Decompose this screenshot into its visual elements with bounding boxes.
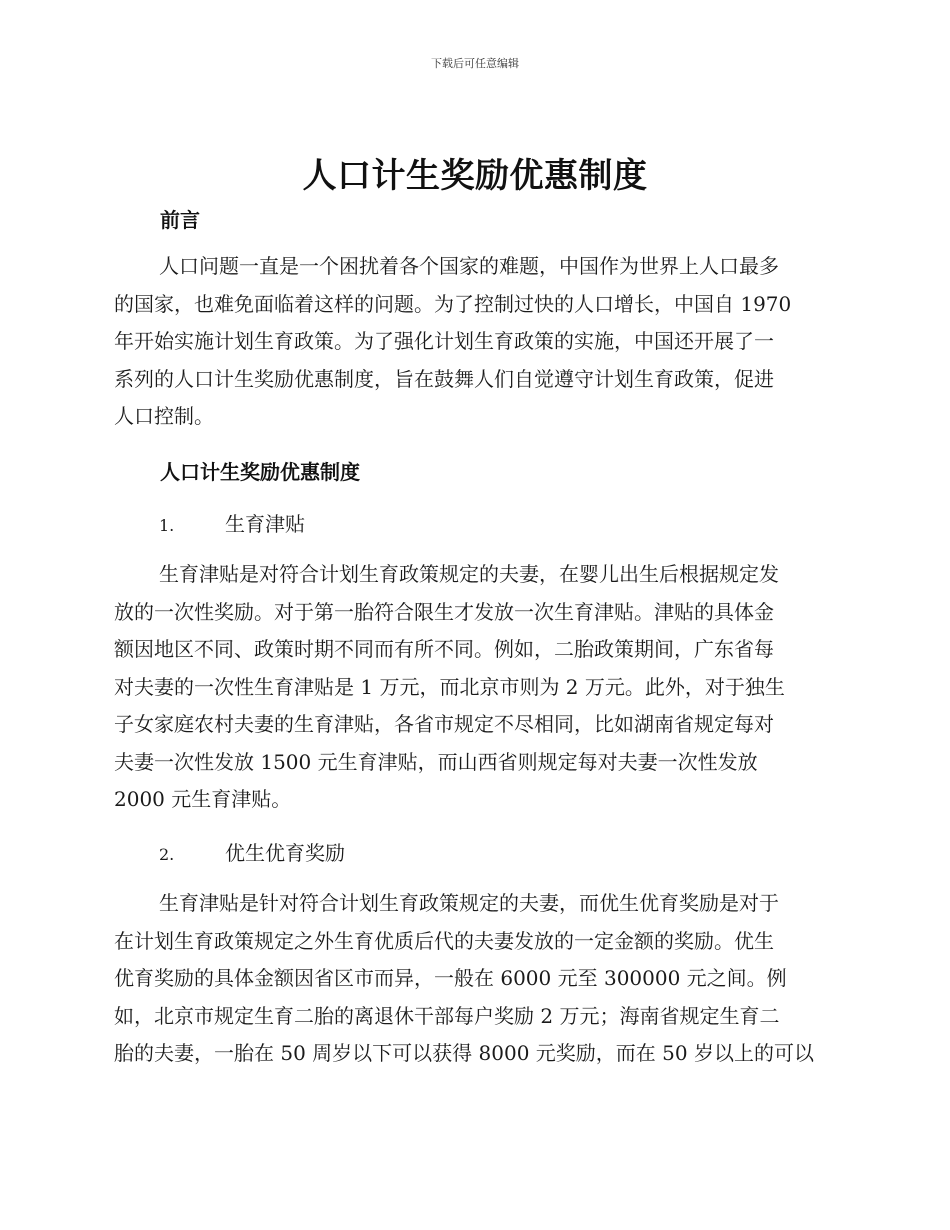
paragraph-line: 在计划生育政策规定之外生育优质后代的夫妻发放的一定金额的奖励。优生	[114, 928, 774, 953]
paragraph-line: 生育津贴是针对符合计划生育政策规定的夫妻，而优生优育奖励是对于	[159, 891, 779, 915]
paragraph-line: 放的一次性奖励。对于第一胎符合限生才发放一次生育津贴。津贴的具体金	[114, 599, 774, 624]
paragraph-line: 胎的夫妻，一胎在 50 周岁以下可以获得 8000 元奖励，而在 50 岁以上的可以	[114, 1041, 814, 1065]
paragraph-line: 系列的人口计生奖励优惠制度，旨在鼓舞人们自觉遵守计划生育政策，促进	[114, 366, 774, 391]
paragraph-line: 如，北京市规定生育二胎的离退休干部每户奖励 2 万元；海南省规定生育二	[114, 1003, 780, 1028]
paragraph-line: 子女家庭农村夫妻的生育津贴，各省市规定不尽相同，比如湖南省规定每对	[114, 712, 774, 736]
list-item-number: 2.	[159, 845, 175, 864]
list-item-1-heading	[159, 508, 305, 537]
paragraph-line: 人口问题一直是一个困扰着各个国家的难题，中国作为世界上人口最多	[159, 254, 779, 278]
paragraph-line: 优育奖励的具体金额因省区市而异，一般在 6000 元至 300000 元之间。例	[114, 966, 787, 990]
paragraph-line: 2000 元生育津贴。	[114, 787, 292, 811]
preface-heading: 前言	[160, 208, 200, 232]
allowance-paragraph	[114, 556, 834, 819]
paragraph-line: 夫妻一次性发放 1500 元生育津贴，而山西省则规定每对夫妻一次性发放	[114, 749, 758, 774]
eugenics-reward-paragraph	[114, 885, 834, 1073]
paragraph-line: 生育津贴是对符合计划生育政策规定的夫妻，在婴儿出生后根据规定发	[159, 562, 779, 586]
header-note: 下载后可任意编辑	[431, 57, 519, 70]
list-item-title: 优生优育奖励	[225, 841, 345, 865]
preface-paragraph	[114, 248, 834, 436]
section-heading: 人口计生奖励优惠制度	[160, 460, 360, 484]
list-item-title: 生育津贴	[225, 512, 305, 536]
list-item-2-heading	[159, 837, 345, 866]
list-item-number: 1.	[159, 516, 175, 535]
paragraph-line: 额因地区不同、政策时期不同而有所不同。例如，二胎政策期间，广东省每	[114, 637, 774, 661]
paragraph-line: 人口控制。	[114, 404, 214, 428]
paragraph-line: 的国家，也难免面临着这样的问题。为了控制过快的人口增长，中国自 1970	[114, 291, 792, 316]
document-title: 人口计生奖励优惠制度	[302, 156, 648, 196]
paragraph-line: 年开始实施计划生育政策。为了强化计划生育政策的实施，中国还开展了一	[114, 329, 774, 353]
paragraph-line: 对夫妻的一次性生育津贴是 1 万元，而北京市则为 2 万元。此外，对于独生	[114, 674, 785, 699]
